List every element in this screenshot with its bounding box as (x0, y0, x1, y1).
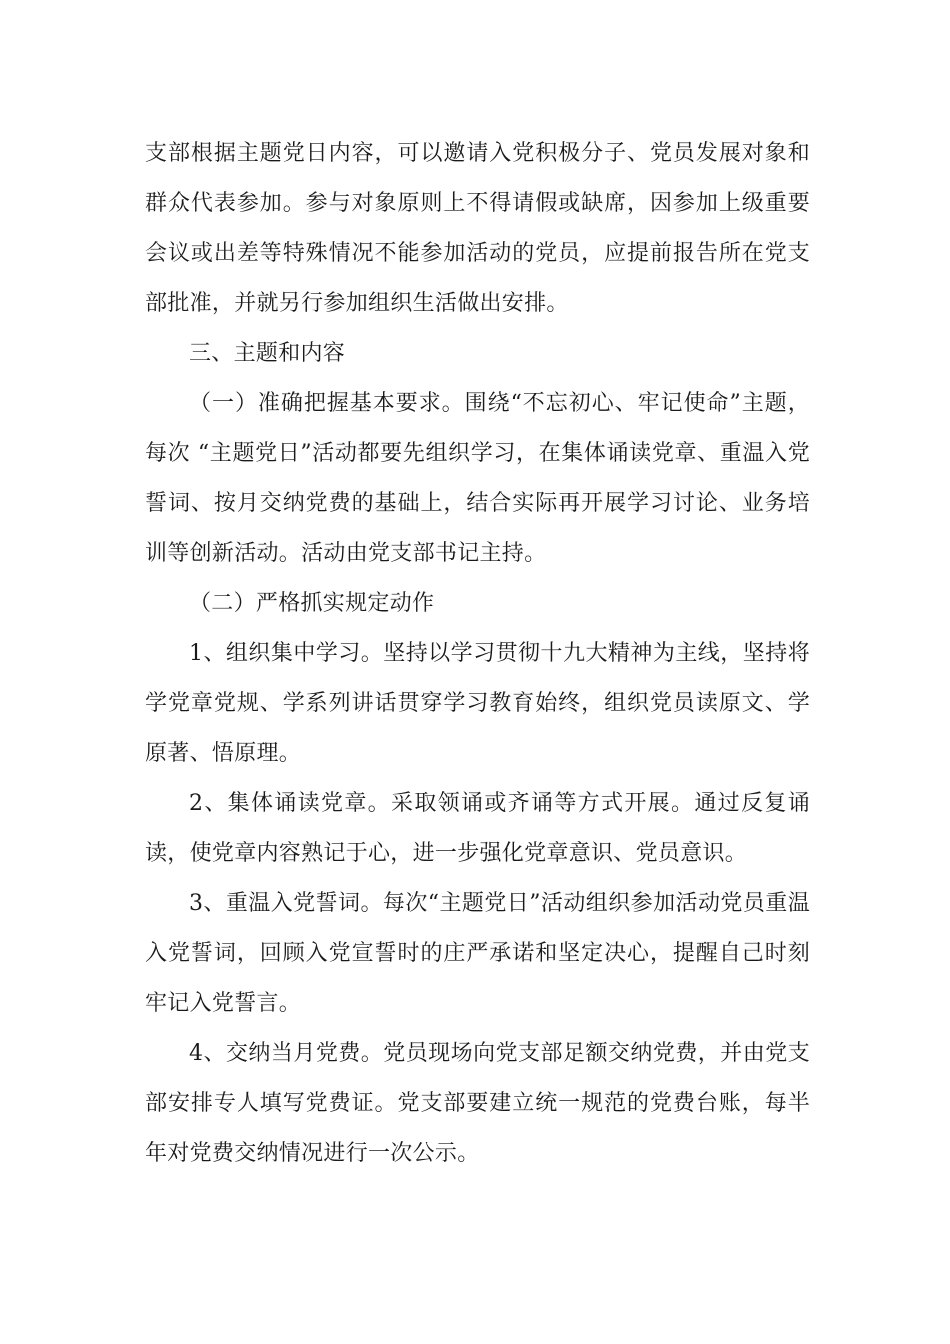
subsection-heading: （二）严格抓实规定动作 (189, 591, 435, 616)
list-item-dues: 4、交纳当月党费。党员现场向党支部足额交纳党费，并由党支部安排专人填写党费证。党支部要建立统一规范的党费台账，每半年对党费交纳情况进行一次公示。 (145, 1041, 810, 1166)
paragraph-basic-requirements: （一）准确把握基本要求。围绕“不忘初心、牢记使命”主题，每次 “主题党日”活动都要先组织学习，在集体诵读党章、重温入党誓词、按月交纳党费的基础上，结合实际再开展学习讨论、业务培训等创新活动。活动由党支部书记主持。 (145, 391, 810, 566)
list-item-oath: 3、重温入党誓词。每次“主题党日”活动组织参加活动党员重温入党誓词，回顾入党宣誓时的庄严承诺和坚定决心，提醒自己时刻牢记入党誓言。 (145, 891, 810, 1016)
list-item-study: 1、组织集中学习。坚持以学习贯彻十九大精神为主线，坚持将学党章党规、学系列讲话贯穿学习教育始终，组织党员读原文、学原著、悟原理。 (145, 641, 810, 766)
paragraph-continued: 支部根据主题党日内容，可以邀请入党积极分子、党员发展对象和群众代表参加。参与对象原则上不得请假或缺席，因参加上级重要会议或出差等特殊情况不能参加活动的党员，应提前报告所在党支部批准，并就另行参加组织生活做出安排。 (145, 141, 810, 316)
document-body (145, 129, 810, 1179)
list-item-recite: 2、集体诵读党章。采取领诵或齐诵等方式开展。通过反复诵读，使党章内容熟记于心，进一步强化党章意识、党员意识。 (145, 791, 810, 866)
section-heading: 三、主题和内容 (189, 341, 346, 366)
